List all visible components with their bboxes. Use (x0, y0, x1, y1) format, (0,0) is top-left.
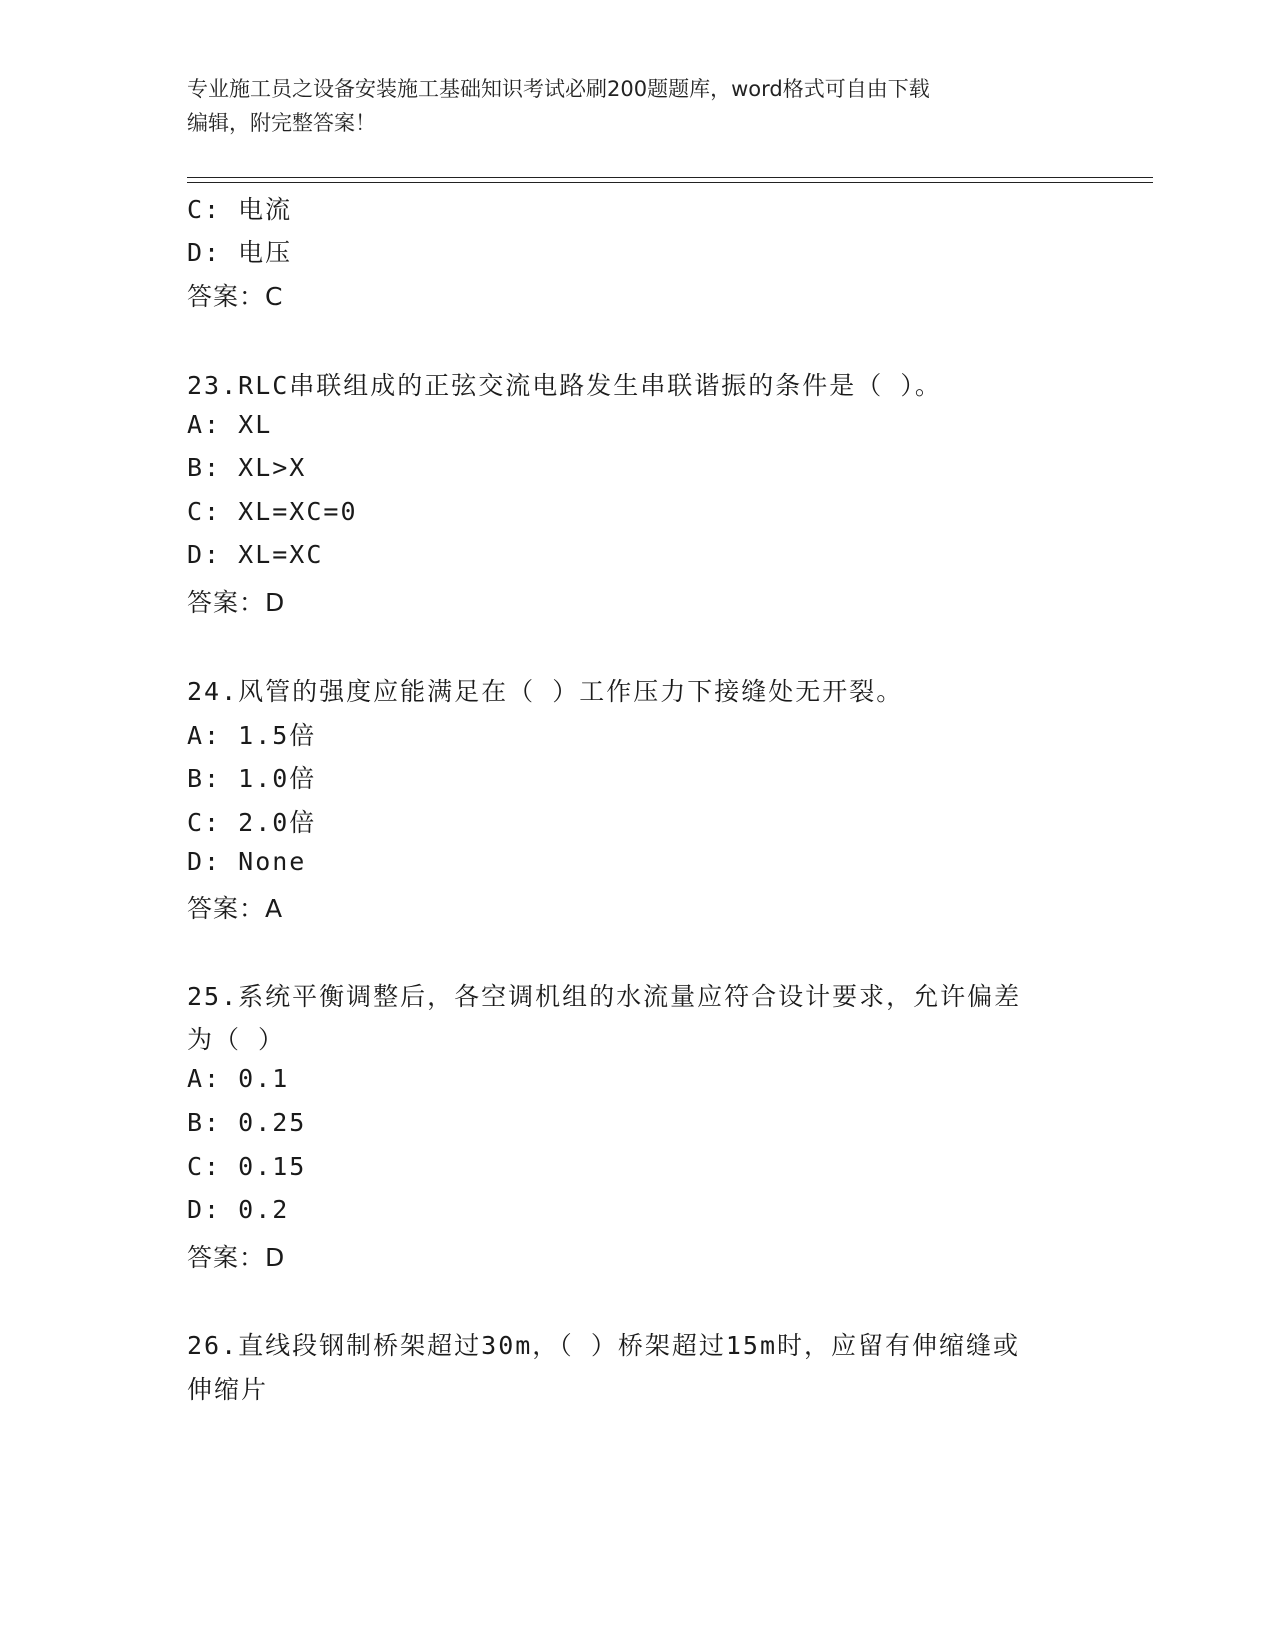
q24-option-c: C: 2.0倍 (187, 808, 317, 837)
q24-stem: 24.风管的强度应能满足在（ ）工作压力下接缝处无开裂。 (187, 677, 904, 706)
q23-option-d: D: XL=XC (187, 540, 324, 569)
q25-answer: 答案：D (187, 1243, 286, 1272)
header-title-line-1: 专业施工员之设备安装施工基础知识考试必刷200题题库，word格式可自由下载 (187, 77, 930, 101)
q25-option-b: B: 0.25 (187, 1108, 307, 1137)
q26-stem-line-1: 26.直线段钢制桥架超过30m，（ ）桥架超过15m时，应留有伸缩缝或 (187, 1331, 1021, 1360)
q26-stem-line-2: 伸缩片 (187, 1375, 269, 1404)
q25-stem-line-2: 为（ ） (187, 1025, 286, 1054)
q23-option-b: B: XL>X (187, 453, 307, 482)
q25-stem-line-1: 25.系统平衡调整后，各空调机组的水流量应符合设计要求，允许偏差 (187, 982, 1022, 1011)
document-header (187, 72, 1087, 140)
q25-option-a: A: 0.1 (187, 1064, 290, 1093)
q24-option-b: B: 1.0倍 (187, 764, 317, 793)
q24-option-a: A: 1.5倍 (187, 721, 317, 750)
q22-option-d: D: 电压 (187, 238, 293, 267)
q22-answer: 答案：C (187, 282, 284, 311)
q25-option-d: D: 0.2 (187, 1195, 290, 1224)
header-title-line-2: 编辑，附完整答案！ (187, 111, 376, 135)
header-divider-top (187, 177, 1153, 178)
q23-option-c: C: XL=XC=0 (187, 497, 358, 526)
q23-stem: 23.RLC串联组成的正弦交流电路发生串联谐振的条件是（ ）。 (187, 371, 942, 400)
header-divider-bottom (187, 182, 1153, 183)
q23-answer: 答案：D (187, 588, 286, 617)
q22-option-c: C: 电流 (187, 195, 293, 224)
q24-answer: 答案：A (187, 894, 284, 923)
q23-option-a: A: XL (187, 410, 273, 439)
q24-option-d: D: None (187, 847, 307, 876)
q25-option-c: C: 0.15 (187, 1152, 307, 1181)
